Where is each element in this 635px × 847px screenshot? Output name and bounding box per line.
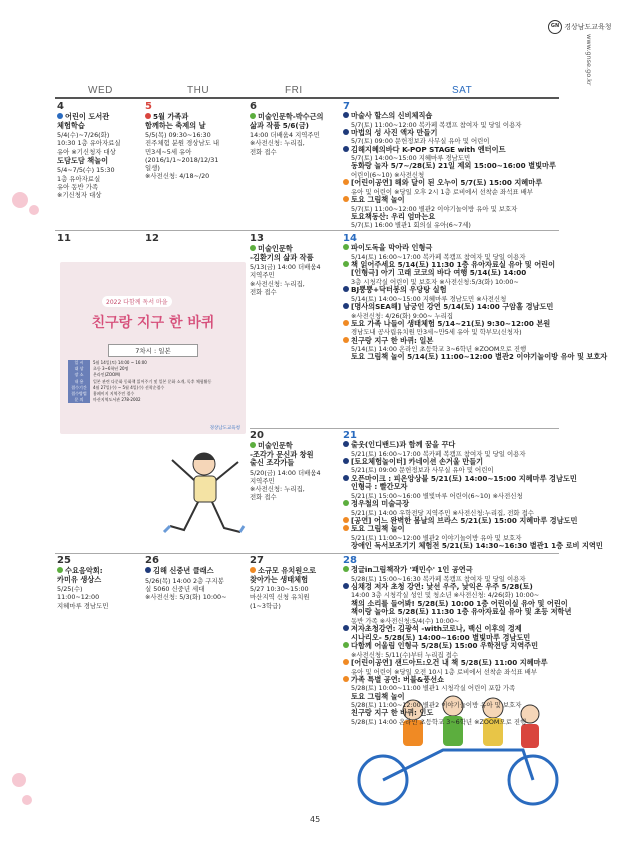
poster-row-value: 4월 27일(수) ~ 5월 4일(수) 선착순접수 <box>93 384 165 390</box>
event-item <box>343 112 573 129</box>
bullet-dot-icon <box>57 567 63 573</box>
event-text: (2016/1/1~2018/12/31 <box>145 155 219 164</box>
day-cell-sat <box>343 101 573 230</box>
day-cell-fri <box>250 430 342 502</box>
event-title: 토요 그림책 놀이 <box>351 524 405 534</box>
bullet-dot-icon <box>343 196 349 202</box>
event-detail: 경남도내 공사립유치원 만3세~만5세 유아 및 학부모(신청자) <box>351 328 522 337</box>
event-item <box>57 157 143 166</box>
event-item <box>57 131 143 156</box>
event-text: 전화 접수 <box>250 287 277 296</box>
day-number: 20 <box>250 430 264 441</box>
event-title: 저자초청강연: 김광석 -with코로나, 백신 이후의 경제 <box>351 623 522 633</box>
poster-row-key: 장 소 <box>68 372 90 378</box>
bullet-dot-icon <box>343 475 349 481</box>
event-item <box>250 131 342 156</box>
event-item <box>57 585 143 610</box>
event-title: 다함께 어울림 인형극 5/28(토) 15:00 우학전당 지역주민 <box>351 641 539 651</box>
event-text: 김해 신중년 클래스 <box>153 566 214 575</box>
bullet-dot-icon <box>343 458 349 464</box>
bullet-dot-icon <box>250 113 256 119</box>
bullet-dot-icon <box>343 303 349 309</box>
org-logo <box>548 20 612 34</box>
event-text: 민3세~5세 유아 <box>145 147 192 156</box>
event-text: 도담도담 책놀이 <box>57 155 109 165</box>
event-title: 장애인 독서보조기기 체험전 5/21(토) 14:30~16:30 별관1 1층 로비 지역민 <box>351 541 603 551</box>
event-item <box>343 352 608 362</box>
bullet-dot-icon <box>343 583 349 589</box>
event-title: [토요체험놀이터] 카네이션 손거울 만들기 <box>351 456 484 466</box>
bullet-dot-icon <box>343 441 349 447</box>
poster-info <box>68 360 240 403</box>
event-title: 책 읽어주세요 5/14(토) 11:30 1층 유아자료실 유아 및 어린이 <box>351 259 556 269</box>
event-title: [인형극] 아기 고래 코코의 바다 여행 5/14(토) 14:00 <box>351 268 527 278</box>
event-title: 친구랑 지구 한 바퀴: 일본 <box>351 335 434 345</box>
event-item <box>343 608 573 625</box>
event-title: 정우철의 미술극장 <box>351 498 410 508</box>
event-title: [어린이공연] 샌드아트:오건 내 책 5/28(토) 11:00 지혜마루 <box>351 657 548 667</box>
event-detail: 5/14(토) 16:00~17:00 복카페 복캠프 참여자 및 당일 이용자 <box>351 252 526 261</box>
event-detail: 5/28(토) 14:00 온라인 초등학교 3~6학년 ※ZOOM으로 진행 <box>351 717 527 726</box>
event-text: 마산지역 신청 유치원 <box>250 593 310 602</box>
event-item <box>343 179 573 196</box>
bullet-dot-icon <box>343 286 349 292</box>
poster-row <box>68 397 240 403</box>
day-number: 7 <box>343 101 350 112</box>
event-text: -조각가 문신과 창원 <box>250 449 314 459</box>
event-item <box>250 113 342 130</box>
poster-row-value: 초등 3~6학년 20명 <box>93 366 129 372</box>
event-text: 5/27 10:30~15:00 <box>250 585 309 594</box>
event-item <box>343 525 573 542</box>
day-cell-fri <box>250 555 342 610</box>
day-number: 4 <box>57 101 64 112</box>
poster-row-key: 접수기간 <box>68 385 90 391</box>
day-number: 26 <box>145 555 159 566</box>
event-text: 5/4(수)~7/26(화) <box>57 131 110 140</box>
poster-row-value: 온라인(ZOOM) <box>93 372 121 378</box>
event-item <box>343 541 603 551</box>
event-item <box>343 676 573 693</box>
day-number: 13 <box>250 233 264 244</box>
event-text: ※사전신청: 4/18~/20 <box>145 172 210 181</box>
event-detail: 어린이(6~10) ※사전신청 <box>351 170 425 179</box>
event-text: 지혜마루 경남도민 <box>57 601 109 610</box>
event-text: 유아 ※기신청자 대상 <box>57 147 116 156</box>
poster-row-key: 대 상 <box>68 366 90 372</box>
event-item <box>145 577 248 602</box>
event-item <box>343 441 573 458</box>
bullet-dot-icon <box>343 517 349 523</box>
day-number: 28 <box>343 555 357 566</box>
event-title: 출옷(인디밴드)과 함께 꿈을 꾸다 <box>351 440 456 449</box>
event-item <box>250 442 342 468</box>
event-detail: 5/21(토) 14:00 우학전당 지역주민 ※사전신청:누리집, 전화 접수 <box>351 508 534 517</box>
event-item <box>343 129 573 146</box>
event-title: 토요 그림책 놀이 5/14(토) 11:00~12:00 별관2 이야기놀이방 유아 및 보호자 <box>351 352 608 362</box>
event-item <box>343 483 573 500</box>
poster-row-key: 접수방법 <box>68 391 90 397</box>
bullet-dot-icon <box>343 146 349 152</box>
event-title: 토요책동산: 우리 엄마는요 <box>351 211 436 221</box>
day-number: 14 <box>343 233 357 244</box>
event-item <box>343 162 573 179</box>
day-cell-thu <box>145 233 248 244</box>
header-thu: THU <box>187 85 210 96</box>
event-title: 토요 그림책 놀이 <box>351 691 405 701</box>
event-item <box>343 566 573 583</box>
event-title: 동화랑 놀자 5/7~/28(토) 21일 제외 15:00~16:00 별빛마루 <box>351 161 556 171</box>
event-detail: 5/21(토) 16:00~17:00 복카페 복캠프 참여자 및 당일 이용자 <box>351 449 526 458</box>
event-title: 마법의 성 사진 액자 만들기 <box>351 127 438 137</box>
bullet-dot-icon <box>145 567 151 573</box>
event-detail: 동반 가족 ※사전신청:5/4(수) 10:00~ <box>351 616 460 625</box>
event-text: 함께하는 축제의 날 <box>145 120 206 130</box>
url-vertical: www.gnse.go.kr <box>585 34 593 86</box>
bullet-dot-icon <box>343 642 349 648</box>
day-cell-sat <box>343 233 608 362</box>
event-text: 어린이 도서관 <box>65 112 110 121</box>
event-item <box>250 585 342 610</box>
event-item <box>343 500 573 517</box>
event-title: 책이랑 놀아요 5/28(토) 11:30 1층 유아자료실 유아 및 초등 저학년 <box>351 607 572 617</box>
event-item <box>343 146 573 163</box>
day-number: 21 <box>343 430 357 441</box>
event-detail: 5/21(토) 15:00~16:00 별빛마루 어린이(6~10) ※사전신청 <box>351 491 523 500</box>
event-detail: 14:00 3층 시청각실 성인 및 청소년 ※사전신청: 4/26(화) 10:00~ <box>351 591 540 600</box>
event-detail: 5/7(토) 16:00 별관1 회의실 유아(6~7세) <box>351 221 471 230</box>
org-name: 경상남도교육청 <box>564 23 612 31</box>
event-item <box>343 337 573 354</box>
event-title: BJ뿡뿡+닥터봉의 우당탕 실험 <box>351 285 447 295</box>
event-item <box>145 113 248 130</box>
event-text: 5/5(목) 09:30~16:30 <box>145 131 211 140</box>
event-title: 시나리오- 5/28(토) 14:00~16:00 별빛마루 경남도민 <box>351 632 531 642</box>
week-divider <box>55 553 559 554</box>
poster-row-key: 내 용 <box>68 379 90 385</box>
event-text: 전화 접수 <box>250 147 277 156</box>
week-divider <box>250 428 559 429</box>
event-detail: ※사전신청: 4/26(화) 9:00~ 누리집 <box>351 311 454 320</box>
bullet-dot-icon <box>343 179 349 185</box>
bullet-dot-icon <box>57 113 63 119</box>
event-text: 5월 가족과 <box>153 112 189 121</box>
bullet-dot-icon <box>343 566 349 572</box>
bullet-dot-icon <box>343 500 349 506</box>
event-text: 11:00~12:00 <box>57 593 100 602</box>
header-fri: FRI <box>285 85 303 96</box>
event-detail: 5/14(토) 14:00 온라인 초등학교 3~6학년 ※ZOOM으로 진행 <box>351 345 527 354</box>
event-item <box>250 567 342 584</box>
day-number: 11 <box>57 233 71 244</box>
event-text: 5/13(금) 14:00 더배움4 <box>250 263 321 272</box>
bullet-dot-icon <box>145 113 151 119</box>
bullet-dot-icon <box>343 525 349 531</box>
event-detail: 5/7(토) 09:00 문헌정보과 사무실 유아 및 어린이 <box>351 137 490 146</box>
event-item <box>343 269 573 286</box>
event-title: 심채경 저자 초청 강연: 낯선 우주, 낯익은 우주 5/28(토) <box>351 581 533 591</box>
event-title: 김해지혜의바다 K-POP STAGE with 엔터이트 <box>351 144 506 154</box>
org-emblem-icon: GN <box>548 20 562 34</box>
event-item <box>343 320 573 337</box>
poster-row-key: 문 의 <box>68 397 90 403</box>
event-text: 지역주민 <box>250 271 275 280</box>
event-text: ※기신청자 대상 <box>57 191 102 199</box>
event-item <box>343 213 573 230</box>
day-cell-wed <box>57 233 143 244</box>
week-divider <box>55 230 559 231</box>
bullet-dot-icon <box>343 320 349 326</box>
event-item <box>250 469 342 502</box>
event-text: ※사전신청: 누리집, <box>250 279 305 288</box>
event-text: 삶과 작품 5/6(금) <box>250 120 309 130</box>
day-cell-wed <box>57 555 143 610</box>
poster-title: 친구랑 지구 한 바퀴 <box>91 315 215 331</box>
event-detail: 5/7(토) 11:00~12:00 복카페 복캠프 참여자 및 당일 이용자 <box>351 120 522 129</box>
event-detail: 5/21(토) 11:00~12:00 별관2 이야기놀이방 유아 및 보호자 <box>351 533 522 542</box>
event-text: 5/26(목) 14:00 2층 구지봉 <box>145 576 224 585</box>
event-title: 친구랑 지구 한 바퀴: 인도 <box>351 708 434 718</box>
event-text: -김환기의 삶과 작품 <box>250 252 314 262</box>
event-detail: ※사전신청: 5/11(수)부터 누리집 접수 <box>351 650 459 659</box>
event-title: 정글in그림책작가 '패민수' 1인 공연극 <box>351 565 473 574</box>
event-item <box>343 693 573 710</box>
event-item <box>250 263 342 296</box>
jumping-child-illustration <box>150 440 250 550</box>
event-text: 카미유 생상스 <box>57 574 102 584</box>
event-text: 14:00 더배움4 지역주민 <box>250 131 320 140</box>
bullet-dot-icon <box>343 244 349 250</box>
poster-row-value: 일본 관련 다문화 동화책 읽어주기 및 일본 문화 소개, 독후 체험활동 <box>93 378 212 384</box>
day-number: 6 <box>250 101 257 112</box>
event-text: 전화 접수 <box>250 493 277 502</box>
event-item <box>250 245 342 262</box>
event-title: [어린이공연] 해와 달이 된 오누이 5/7(토) 15:00 지혜마루 <box>351 178 543 188</box>
bullet-dot-icon <box>343 625 349 631</box>
event-item <box>343 458 573 475</box>
page-number: 45 <box>310 815 321 824</box>
day-number: 27 <box>250 555 264 566</box>
event-detail: 5/7(토) 11:00~12:00 별관2 이야기놀이방 유아 및 보호자 <box>351 204 518 213</box>
event-item <box>57 113 143 130</box>
poster-row-value: 5월 14일(토) 14:00 ~ 16:00 <box>93 360 147 365</box>
event-item <box>343 286 573 303</box>
day-cell-fri <box>250 101 342 156</box>
blossom-decoration <box>0 180 50 230</box>
event-title: 파이도독을 막아라 인형극 <box>351 243 433 252</box>
header-sat: SAT <box>452 85 473 96</box>
event-detail: 5/14(토) 14:00~15:00 지혜마루 경남도민 ※사전신청 <box>351 294 507 303</box>
bullet-dot-icon <box>250 245 256 251</box>
event-item <box>57 166 143 199</box>
event-text: 지역주민 <box>250 476 275 485</box>
event-text: 5/25(수) <box>57 585 83 594</box>
event-text: ※사전신청: 5/3(화) 10:00~ <box>145 593 227 601</box>
day-cell-thu <box>145 101 248 180</box>
event-text: 진주체험 분원 경상남도 내 <box>145 139 220 148</box>
day-number: 12 <box>145 233 159 244</box>
event-detail: 5/7(토) 14:00~15:00 지혜마루 경남도민 <box>351 154 471 163</box>
poster-row-value: 마산지역도서관 278-2002 <box>93 397 141 403</box>
event-text: ※사전신청: 누리집, <box>250 485 305 494</box>
day-number: 5 <box>145 101 152 112</box>
event-text: 일생) <box>145 164 160 172</box>
bullet-dot-icon <box>343 676 349 682</box>
blossom-decoration <box>5 760 45 820</box>
bullet-dot-icon <box>343 337 349 343</box>
event-item <box>343 303 573 320</box>
event-text: (1~3학급) <box>250 601 281 610</box>
event-text: 미술인문학 <box>258 244 293 253</box>
event-item <box>145 131 248 180</box>
bullet-dot-icon <box>343 112 349 118</box>
event-title: 마술사 할스의 신비체직숍 <box>351 111 433 120</box>
event-title: 오픈마이크 : 피온앙상블 5/21(토) 14:00~15:00 지혜마루 경남도민 <box>351 473 577 483</box>
event-detail: 유아 및 어린이 ※당일 오전 10시 1층 로비에서 선착순 좌석표 배부 <box>351 667 538 676</box>
day-cell-wed <box>57 101 143 199</box>
poster-subtitle: 7차시 : 일본 <box>108 344 198 357</box>
bullet-dot-icon <box>343 659 349 665</box>
event-detail: 5/21(토) 09:00 문헌정보과 사무실 유아 및 어린이 <box>351 466 494 475</box>
event-detail: 5/28(토) 15:00~16:30 복카페 복캠프 참여자 및 당일 이용자 <box>351 574 526 583</box>
event-item <box>57 567 143 584</box>
event-item <box>145 567 248 576</box>
event-text: 1층 유아자료실 <box>57 174 101 183</box>
day-cell-sat <box>343 430 603 551</box>
event-title: 가족 특별 공연: 버블&풍선쇼 <box>351 674 445 684</box>
event-item <box>343 583 573 600</box>
event-text: 출신 조각가들 <box>250 458 295 468</box>
event-text: 5/4~7/5(수) 15:30 <box>57 166 115 175</box>
event-text: 미술인문학-박수근의 <box>258 112 324 121</box>
event-text: 실 5060 신중년 세대 <box>145 584 205 593</box>
event-title: 책의 소리를 들어봐! 5/28(토) 10:00 1층 어린이실 유아 및 어린이 <box>351 598 568 608</box>
event-text: 미술인문학 <box>258 441 293 450</box>
event-title: 인형극 : 빨간모자 <box>351 482 408 492</box>
event-item <box>343 196 573 213</box>
event-item <box>343 659 573 676</box>
bullet-dot-icon <box>343 261 349 267</box>
event-poster <box>60 262 246 434</box>
event-text: 유아 동반 가족 <box>57 182 99 191</box>
bullet-dot-icon <box>343 129 349 135</box>
bullet-dot-icon <box>250 442 256 448</box>
event-title: 토요 그림책 놀이 <box>351 194 405 204</box>
event-text: 수요음악회: <box>65 566 103 575</box>
event-item <box>343 642 573 659</box>
day-cell-fri <box>250 233 342 296</box>
event-item <box>343 709 573 726</box>
event-title: 토요 가족 나들이 생태체험 5/14~21(토) 9:30~12:00 본원 <box>351 318 551 328</box>
event-item <box>343 244 573 261</box>
event-detail: 5/28(토) 10:00~11:00 별관1 시청각실 어린이 포함 가족 <box>351 684 516 693</box>
event-detail: 유아 및 어린이 ※당일 오후 2시 1층 로비에서 선착순 좌석표 배부 <box>351 187 533 196</box>
event-text: 소규모 유치원으로 <box>258 566 317 575</box>
event-detail: 5/28(토) 11:00~12:00 별관2 이야기놀이방 유아 및 보호자 <box>351 701 522 710</box>
event-title: [공연] 어느 완벽한 봄날의 브라스 5/21(토) 15:00 지혜마루 경남도민 <box>351 515 578 525</box>
day-cell-sat <box>343 555 573 726</box>
poster-footer: 경상남도교육청 <box>209 426 240 431</box>
day-number: 25 <box>57 555 71 566</box>
poster-row-value: 홈페이지 지역주민 접수 <box>93 391 135 397</box>
event-text: 찾아가는 생태체험 <box>250 574 309 584</box>
poster-banner: 2022 다함께 독서 마을 <box>102 296 172 307</box>
event-text: 5/20(금) 14:00 더배움4 <box>250 468 321 477</box>
bullet-dot-icon <box>250 567 256 573</box>
event-text: 체험학습 <box>57 120 85 130</box>
event-text: 10:30 1층 유아자료실 <box>57 139 121 148</box>
header-wed: WED <box>88 85 113 96</box>
event-detail: 3층 시청각실 어린이 및 보호자 ※사전신청:5/3(화) 10:00~ <box>351 277 519 286</box>
header-rule <box>55 97 559 99</box>
event-title: [명사의SEA해] 남궁인 강연 5/14(토) 14:00 구암홀 경남도민 <box>351 301 554 311</box>
event-text: ※사전신청: 누리집, <box>250 139 305 148</box>
day-cell-thu <box>145 555 248 601</box>
poster-row-key: 일 시 <box>68 360 90 366</box>
